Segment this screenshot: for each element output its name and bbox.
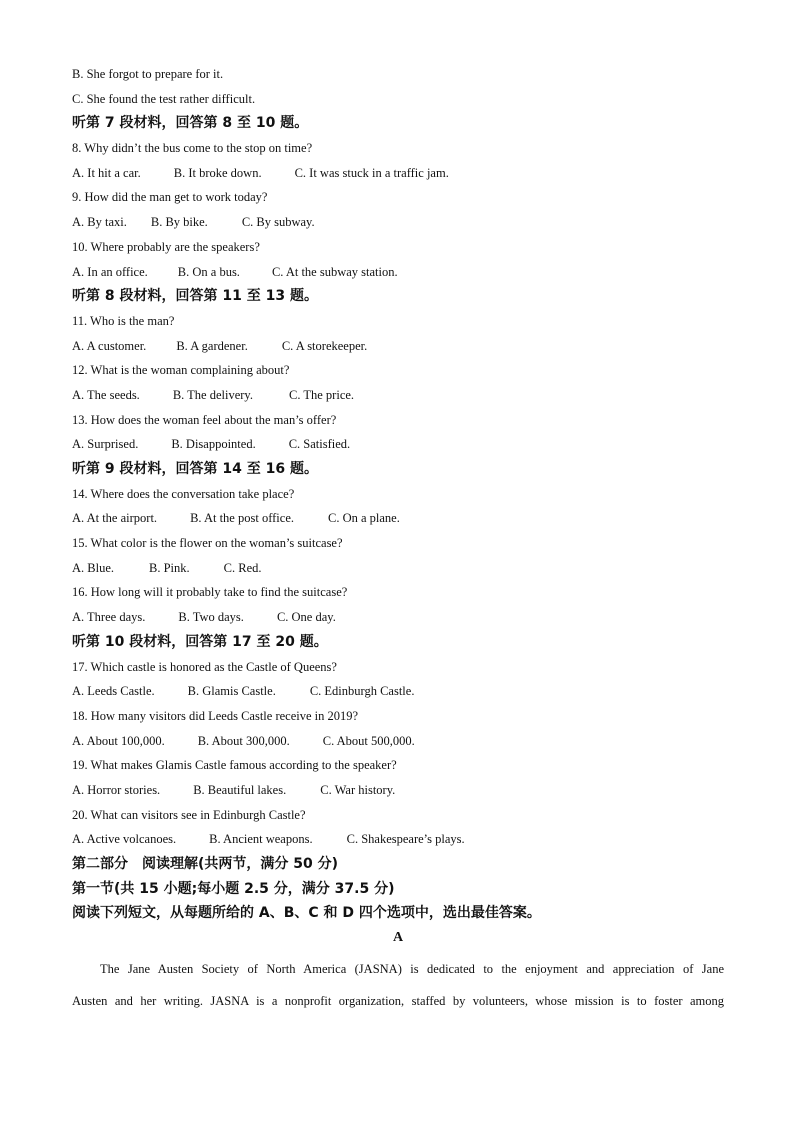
answer-option: B. Glamis Castle. <box>187 684 276 699</box>
answer-option: B. Ancient weapons. <box>209 832 313 847</box>
answer-options <box>72 161 724 186</box>
answer-option: A. Three days. <box>72 610 146 625</box>
answer-option: C. One day. <box>276 610 336 625</box>
passage-line-1: The Jane Austen Society of North America (JASNA) is dedicated to the enjoyment and appreciation of Jane <box>100 961 724 976</box>
answer-option: B. A gardener. <box>176 338 248 353</box>
section-heading: 第一节(共 15 小题;每小题 2.5 分，满分 37.5 分) <box>72 880 395 897</box>
answer-option: B. At the post office. <box>190 511 294 526</box>
question-list <box>72 62 724 951</box>
answer-option: B. Two days. <box>178 610 244 625</box>
answer-option: A. Leeds Castle. <box>72 684 155 699</box>
section-heading: 听第 10 段材料，回答第 17 至 20 题。 <box>72 633 328 650</box>
question-line: 18. How many visitors did Leeds Castle receive in 2019? <box>72 708 359 723</box>
answer-option: A. The seeds. <box>72 387 140 402</box>
answer-option: B. On a bus. <box>177 264 240 279</box>
section-heading: 听第 9 段材料，回答第 14 至 16 题。 <box>72 461 318 477</box>
answer-option: A. About 100,000. <box>72 733 165 748</box>
answer-option: B. The delivery. <box>172 387 254 402</box>
answer-options <box>72 260 724 285</box>
answer-option: C. It was stuck in a traffic jam. <box>294 165 449 180</box>
answer-option: C. Shakespeare’s plays. <box>346 832 465 847</box>
answer-options <box>72 778 724 803</box>
answer-options <box>72 556 724 581</box>
passage-line-2: Austen and her writing. JASNA is a nonprofit organization, staffed by volunteers, whose mission is to foster among <box>72 993 724 1008</box>
answer-option: B. About 300,000. <box>197 733 290 748</box>
answer-options <box>72 506 724 531</box>
answer-option: C. About 500,000. <box>322 733 415 748</box>
answer-option: C. War history. <box>320 782 396 797</box>
answer-option: A. Surprised. <box>72 437 139 452</box>
answer-option: A. It hit a car. <box>72 165 141 180</box>
answer-option: C. Edinburgh Castle. <box>309 684 415 699</box>
answer-option: B. It broke down. <box>173 165 262 180</box>
question-line: 10. Where probably are the speakers? <box>72 239 260 254</box>
answer-option: C. Red. <box>223 560 262 575</box>
answer-options <box>72 679 724 704</box>
question-line: 14. Where does the conversation take place? <box>72 486 295 501</box>
answer-option: B. Pink. <box>149 560 190 575</box>
question-line: 16. How long will it probably take to find the suitcase? <box>72 585 348 600</box>
answer-options <box>72 729 724 754</box>
answer-option: A. In an office. <box>72 264 148 279</box>
question-line: 12. What is the woman complaining about? <box>72 363 290 378</box>
question-line: 15. What color is the flower on the woman’s suitcase? <box>72 536 343 551</box>
answer-option: B. By bike. <box>150 215 208 230</box>
question-line: 20. What can visitors see in Edinburgh Castle? <box>72 807 306 822</box>
question-line: B. She forgot to prepare for it. <box>72 67 224 81</box>
section-heading: 阅读下列短文，从每题所给的 A、B、C 和 D 四个选项中，选出最佳答案。 <box>72 905 541 922</box>
answer-option: A. By taxi. <box>72 215 127 230</box>
answer-option: A. A customer. <box>72 338 147 353</box>
question-line: 17. Which castle is honored as the Castle of Queens? <box>72 659 337 674</box>
question-line: 9. How did the man get to work today? <box>72 190 268 205</box>
answer-option: C. Satisfied. <box>288 437 351 452</box>
question-line: 8. Why didn’t the bus come to the stop on time? <box>72 141 313 156</box>
answer-option: A. At the airport. <box>72 511 158 526</box>
answer-option: C. The price. <box>289 387 355 402</box>
passage-label: A <box>392 930 404 946</box>
question-line: 19. What makes Glamis Castle famous according to the speaker? <box>72 758 397 773</box>
answer-option: C. A storekeeper. <box>281 338 368 353</box>
answer-option: B. Beautiful lakes. <box>193 782 287 797</box>
question-line: 11. Who is the man? <box>72 313 175 328</box>
question-line: 13. How does the woman feel about the man’s offer? <box>72 412 337 427</box>
answer-options <box>72 605 724 630</box>
answer-options <box>72 383 724 408</box>
exam-page <box>72 62 724 1017</box>
answer-options <box>72 432 724 457</box>
answer-options <box>72 334 724 359</box>
answer-option: A. Horror stories. <box>72 782 161 797</box>
answer-option: A. Blue. <box>72 560 115 575</box>
answer-option: A. Active volcanoes. <box>72 832 177 847</box>
section-heading: 第二部分 阅读理解(共两节，满分 50 分) <box>72 856 339 872</box>
answer-option: C. On a plane. <box>328 511 400 526</box>
section-heading: 听第 7 段材料，回答第 8 至 10 题。 <box>72 115 309 132</box>
answer-option: C. At the subway station. <box>271 264 398 279</box>
section-heading: 听第 8 段材料，回答第 11 至 13 题。 <box>72 288 318 305</box>
question-line: C. She found the test rather difficult. <box>72 91 256 106</box>
answer-options <box>72 210 724 235</box>
answer-option: B. Disappointed. <box>171 437 256 452</box>
answer-option: C. By subway. <box>241 215 315 230</box>
answer-options <box>72 827 724 852</box>
